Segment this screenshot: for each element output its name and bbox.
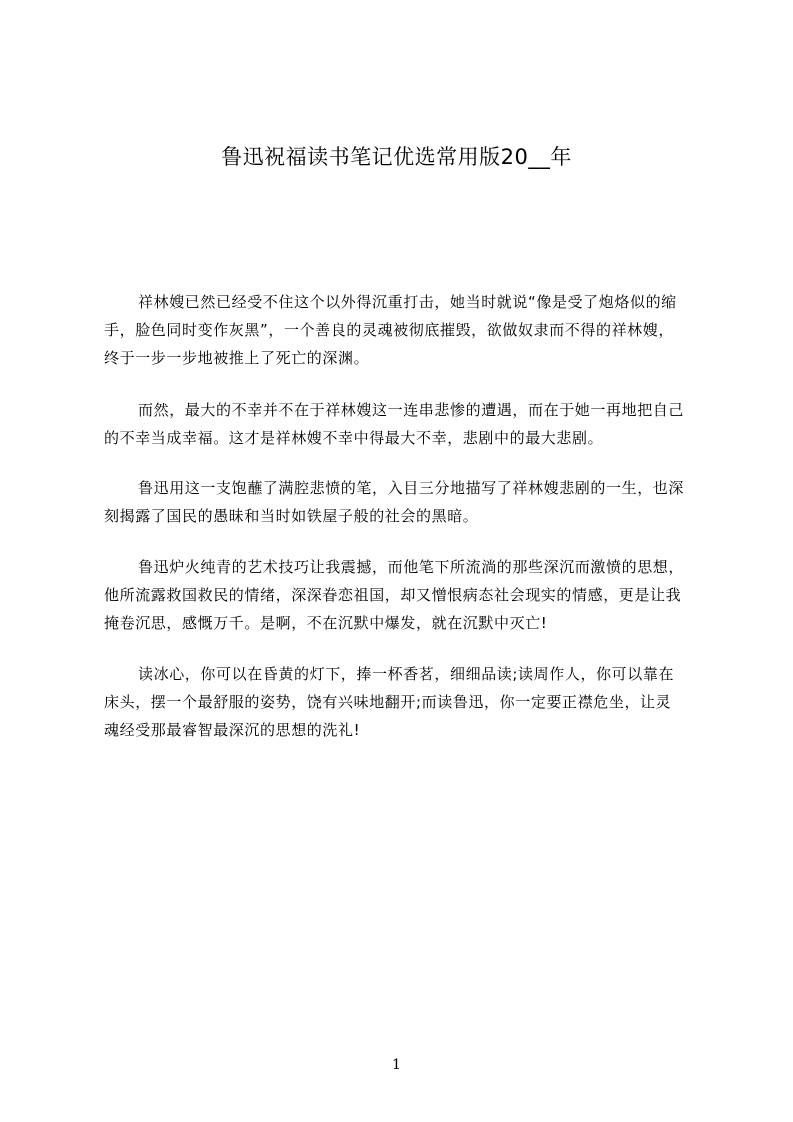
- paragraph-line: 刻揭露了国民的愚昧和当时如铁屋子般的社会的黑暗。: [104, 507, 479, 525]
- paragraph-3: [104, 474, 704, 530]
- paragraph-5: [104, 660, 704, 744]
- paragraph-line: 掩卷沉思，感慨万千。是啊，不在沉默中爆发，就在沉默中灭亡!: [104, 614, 548, 632]
- paragraph-4: [104, 553, 704, 637]
- paragraph-line: 魂经受那最睿智最深沉的思想的洗礼!: [104, 721, 361, 739]
- paragraph-line: 鲁迅炉火纯青的艺术技巧让我震撼，而他笔下所流淌的那些深沉而激愤的思想，: [138, 558, 685, 576]
- paragraph-1: [104, 288, 704, 372]
- paragraph-line: 鲁迅用这一支饱蘸了满腔悲愤的笔，入目三分地描写了祥林嫂悲剧的一生，也深: [138, 479, 685, 497]
- paragraph-2: [104, 396, 704, 452]
- paragraph-line: 床头，摆一个最舒服的姿势，饶有兴味地翻开;而读鲁迅，你一定要正襟危坐，让灵: [104, 693, 672, 711]
- paragraph-line: 他所流露救国救民的情绪，深深眷恋祖国，却又憎恨病态社会现实的情感，更是让我: [104, 586, 682, 604]
- paragraph-line: 祥林嫂已然已经受不住这个以外得沉重打击，她当时就说“像是受了炮烙似的缩: [138, 293, 677, 311]
- paragraph-line: 读冰心，你可以在昏黄的灯下，捧一杯香茗，细细品读;读周作人，你可以靠在: [138, 665, 675, 683]
- page-number: 1: [392, 1057, 401, 1073]
- document-title: 鲁迅祝福读书笔记优选常用版20__年: [221, 145, 572, 169]
- paragraph-line: 手，脸色同时变作灰黑”，一个善良的灵魂被彻底摧毁，欲做奴隶而不得的祥林嫂，: [104, 321, 674, 339]
- paragraph-line: 而然，最大的不幸并不在于祥林嫂这一连串悲惨的遭遇，而在于她一再地把自己: [138, 401, 685, 419]
- paragraph-line: 终于一步一步地被推上了死亡的深渊。: [104, 349, 370, 367]
- paragraph-line: 的不幸当成幸福。这才是祥林嫂不幸中得最大不幸，悲剧中的最大悲剧。: [104, 429, 604, 447]
